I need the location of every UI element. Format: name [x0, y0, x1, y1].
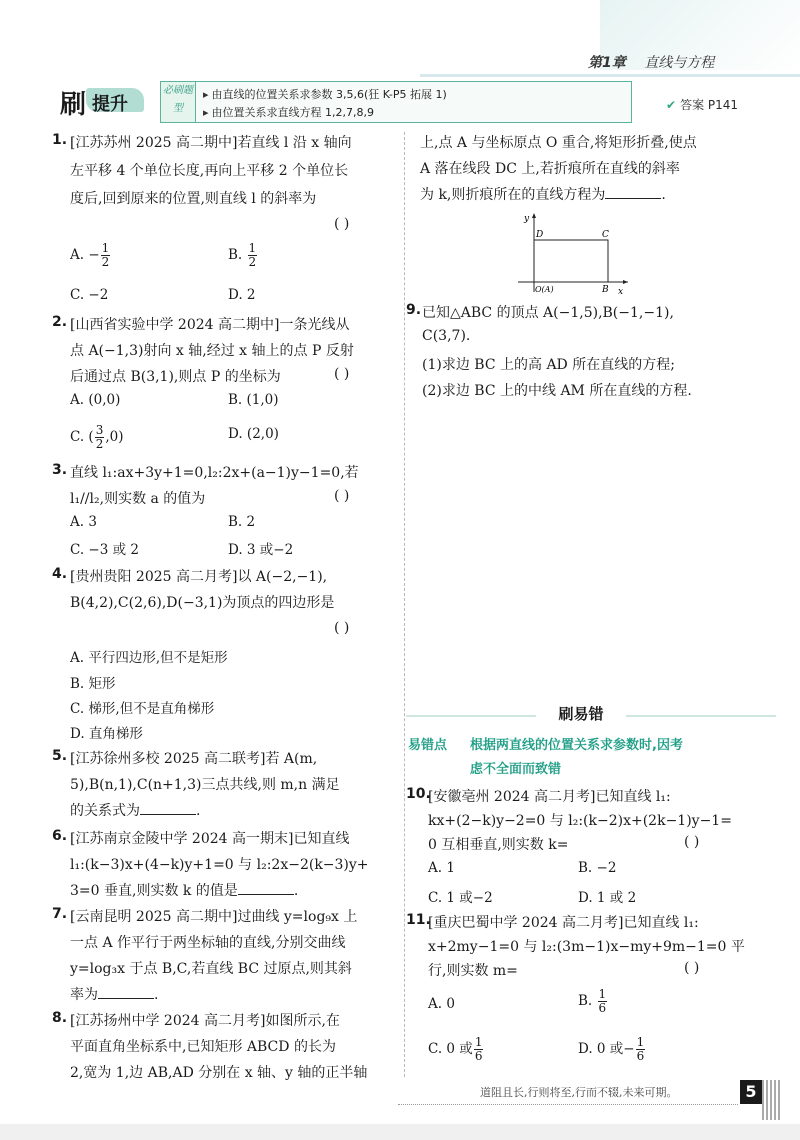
error-point-text: 虑不全面而致错 — [470, 762, 562, 777]
question-text: [贵州贵阳 2025 高二月考]以 A(−2,−1), — [70, 569, 328, 585]
chapter-title: 直线与方程 — [644, 55, 715, 71]
question-text: 直线 l₁:ax+3y+1=0,l₂:2x+(a−1)y−1=0,若 — [70, 465, 359, 481]
question-text: B(4,2),C(2,6),D(−3,1)为顶点的四边形是 — [70, 595, 335, 611]
question-text: [山西省实验中学 2024 高二期中]一条光线从 — [70, 317, 350, 333]
question-number: 5. — [52, 748, 68, 764]
question-text: 平面直角坐标系中,已知矩形 ABCD 的长为 — [70, 1039, 336, 1055]
question-text: [重庆巴蜀中学 2024 高二月考]已知直线 l₁: — [428, 915, 699, 931]
question-text: 点 A(−1,3)射向 x 轴,经过 x 轴上的点 P 反射 — [70, 343, 354, 359]
section-logo — [60, 84, 152, 120]
option-a: A. (0,0) — [70, 392, 121, 408]
question-text: 后通过点 B(3,1),则点 P 的坐标为 — [70, 369, 281, 385]
question-text: x+2my−1=0 与 l₂:(3m−1)x−my+9m−1=0 平 — [428, 939, 745, 955]
option-a: A. 1 — [428, 860, 455, 876]
question-text: 率为 . — [70, 984, 158, 1004]
origin-label: O(A) — [535, 285, 554, 294]
question-text: l₁:(k−3)x+(4−k)y+1=0 与 l₂:2x−2(k−3)y+ — [70, 857, 369, 873]
option-c: C. 梯形,但不是直角梯形 — [70, 701, 215, 717]
option-d: D. 2 — [228, 287, 256, 303]
answer-paren: ( ) — [334, 488, 350, 504]
page-number-decoration — [762, 1080, 782, 1120]
question-text: 上,点 A 与坐标原点 O 重合,将矩形折叠,使点 — [420, 135, 697, 151]
question-text: 左平移 4 个单位长度,再向上平移 2 个单位长 — [70, 163, 349, 179]
question-text: 5),B(n,1),C(n+1,3)三点共线,则 m,n 满足 — [70, 777, 340, 793]
question-text: 行,则实数 m= — [428, 963, 518, 979]
option-b: B. $\frac{1}{6}$ — [578, 987, 607, 1015]
question-number: 3. — [52, 462, 68, 478]
answer-paren: ( ) — [684, 960, 700, 976]
option-a: A. 0 — [428, 996, 455, 1012]
answer-blank[interactable] — [98, 984, 154, 999]
topic-badge: 必刷题型 — [161, 82, 196, 122]
check-icon: ✔ — [666, 98, 677, 112]
question-text: kx+(2−k)y−2=0 与 l₂:(k−2)x+(2k−1)y−1= — [428, 813, 732, 829]
option-d: D. 1 或 2 — [578, 890, 637, 906]
question-number: 11. — [406, 912, 431, 928]
question-number: 8. — [52, 1010, 68, 1026]
question-text: [云南昆明 2025 高二期中]过曲线 y=log₉x 上 — [70, 909, 358, 925]
topic-box — [160, 81, 632, 123]
question-number: 4. — [52, 566, 68, 582]
error-point-text: 根据两直线的位置关系求参数时,因考 — [470, 738, 683, 753]
question-text: (2)求边 BC 上的中线 AM 所在直线的方程. — [422, 383, 692, 399]
question-text: [江苏扬州中学 2024 高二月考]如图所示,在 — [70, 1013, 340, 1029]
topic-line-2: ▸ 由位置关系求直线方程 1,2,7,8,9 — [203, 104, 374, 120]
question-number: 9. — [406, 302, 422, 318]
question-text: [江苏苏州 2025 高二期中]若直线 l 沿 x 轴向 — [70, 135, 352, 151]
topic-line-1: ▸ 由直线的位置关系求参数 3,5,6(狂 K-P5 拓展 1) — [203, 86, 447, 102]
question-number: 10. — [406, 786, 431, 802]
x-label: x — [618, 287, 624, 295]
y-axis-arrow — [532, 213, 536, 218]
answer-blank[interactable] — [238, 880, 294, 895]
option-c: C. 0 或 $\frac{1}{6}$ — [428, 1035, 483, 1063]
option-d: D. 直角梯形 — [70, 726, 143, 742]
option-c: C. −2 — [70, 287, 109, 303]
page-number: 5 — [740, 1080, 762, 1104]
header-rule — [420, 74, 800, 77]
answer-paren: ( ) — [334, 620, 350, 636]
error-section-title — [406, 703, 776, 729]
question-text: [江苏南京金陵中学 2024 高一期末]已知直线 — [70, 831, 350, 847]
answer-reference — [666, 96, 738, 113]
logo-big-char: 刷 — [60, 90, 87, 120]
option-d: D. (2,0) — [228, 426, 279, 442]
question-number: 1. — [52, 132, 68, 148]
footer-motto: 道阻且长,行则将至,行而不辍,未来可期。 — [480, 1086, 678, 1099]
option-a: A. 3 — [70, 514, 97, 530]
answer-paren: ( ) — [334, 366, 350, 382]
answer-blank[interactable] — [605, 184, 661, 199]
rectangle-abcd — [534, 240, 608, 282]
y-label: y — [524, 214, 530, 224]
question-text: 已知△ABC 的顶点 A(−1,5),B(−1,−1), — [422, 305, 674, 321]
question-text: 度后,回到原来的位置,则直线 l 的斜率为 — [70, 191, 317, 207]
footer-dotted-rule — [398, 1104, 738, 1105]
question-text: C(3,7). — [422, 328, 471, 344]
question-text: 为 k,则折痕所在的直线方程为 . — [420, 184, 666, 204]
logo-small-text: 提升 — [92, 94, 128, 115]
question-text: 一点 A 作平行于两坐标轴的直线,分别交曲线 — [70, 935, 346, 951]
option-c: C. ( $\frac{3}{2}$ ,0) — [70, 423, 124, 451]
option-d: D. 0 或− $\frac{1}{6}$ — [578, 1035, 645, 1063]
point-b-label: B — [602, 285, 609, 295]
question-text: 3=0 垂直,则实数 k 的值是 . — [70, 880, 298, 900]
question-text: A 落在线段 DC 上,若折痕所在直线的斜率 — [420, 161, 680, 177]
question-number: 7. — [52, 906, 68, 922]
question-text: l₁//l₂,则实数 a 的值为 — [70, 491, 206, 507]
question-number: 6. — [52, 828, 68, 844]
option-c: C. 1 或−2 — [428, 890, 493, 906]
question-text: (1)求边 BC 上的高 AD 所在直线的方程; — [422, 357, 675, 373]
option-d: D. 3 或−2 — [228, 542, 294, 558]
question-text: 的关系式为 . — [70, 800, 200, 820]
option-b: B. $\frac{1}{2}$ — [228, 241, 257, 269]
chapter-header — [588, 52, 714, 72]
question-text: 0 互相垂直,则实数 k= — [428, 837, 569, 853]
option-c: C. −3 或 2 — [70, 542, 140, 558]
question-text: 2,宽为 1,边 AB,AD 分别在 x 轴、y 轴的正半轴 — [70, 1065, 368, 1081]
section-title-text: 刷易错 — [536, 703, 626, 724]
option-b: B. 矩形 — [70, 676, 116, 692]
column-divider — [404, 132, 405, 1077]
error-point-label: 易错点 — [408, 738, 448, 753]
answer-text: 答案 P141 — [680, 98, 739, 112]
chapter-number: 第1章 — [588, 55, 626, 71]
point-c-label: C — [602, 230, 609, 240]
answer-paren: ( ) — [334, 216, 350, 232]
question-text: y=log₃x 于点 B,C,若直线 BC 过原点,则其斜 — [70, 961, 352, 977]
point-d-label: D — [536, 230, 544, 240]
option-a: A. 平行四边形,但不是矩形 — [70, 650, 228, 666]
option-b: B. (1,0) — [228, 392, 279, 408]
question-text: [江苏徐州多校 2025 高二联考]若 A(m, — [70, 751, 318, 767]
option-b: B. 2 — [228, 514, 256, 530]
rectangle-figure — [510, 210, 630, 295]
option-a: A. − $\frac{1}{2}$ — [70, 241, 110, 269]
answer-blank[interactable] — [140, 800, 196, 815]
answer-paren: ( ) — [684, 834, 700, 850]
option-b: B. −2 — [578, 860, 617, 876]
bottom-band — [0, 1124, 800, 1140]
question-text: [安徽亳州 2024 高二月考]已知直线 l₁: — [428, 789, 671, 805]
x-axis-arrow — [623, 280, 628, 284]
question-number: 2. — [52, 314, 68, 330]
